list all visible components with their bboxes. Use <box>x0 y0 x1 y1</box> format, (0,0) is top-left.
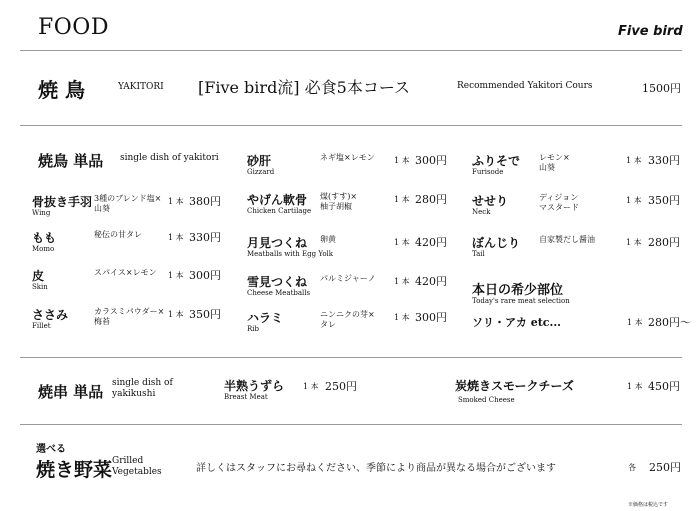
kushi-item-qty: 1 本 <box>627 382 643 391</box>
menu-item-desc: 3種のブレンド塩× 山葵 <box>94 194 162 213</box>
menu-item-price: 420円 <box>415 275 447 288</box>
menu-item-desc: 自家製だし醤油 <box>539 235 595 244</box>
rare-title: 本日の希少部位 <box>472 283 564 298</box>
veg-small-label: 選べる <box>36 444 66 455</box>
menu-item-qty: 1 本 <box>626 196 642 205</box>
menu-item-name: 月見つくね <box>247 236 308 250</box>
menu-item-desc: 秘伝の甘タレ <box>94 230 142 239</box>
menu-item-name: 皮 <box>32 269 45 283</box>
menu-item-name: 砂肝 <box>247 154 272 168</box>
menu-item-desc: ネギ塩×レモン <box>320 153 375 162</box>
menu-item-name: ささみ <box>32 308 69 322</box>
menu-item-en: Neck <box>472 208 491 216</box>
menu-item-price: 330円 <box>189 231 221 244</box>
divider <box>20 424 682 425</box>
menu-item-price: 380円 <box>189 195 221 208</box>
kushi-item-en: Breast Meat <box>224 393 268 401</box>
menu-item-price: 420円 <box>415 236 447 249</box>
kushi-item-qty: 1 本 <box>303 382 319 391</box>
menu-item-price: 280円 <box>648 236 680 249</box>
menu-item-en: Momo <box>32 245 55 253</box>
menu-item-qty: 1 本 <box>394 277 410 286</box>
veg-en: Grilled Vegetables <box>112 456 162 477</box>
kushi-item-name: 半熟うずら <box>224 379 285 393</box>
divider <box>20 50 682 51</box>
menu-item-en: Cheese Meatballs <box>247 289 311 297</box>
menu-item-desc: 煤(すす)× 柚子胡椒 <box>320 192 358 211</box>
kushi-item-name: 炭焼きスモークチーズ <box>455 379 574 393</box>
menu-item-price: 300円 <box>189 269 221 282</box>
menu-item-desc: ニンニクの芽× タレ <box>320 310 375 329</box>
menu-item-en: Skin <box>32 283 48 291</box>
menu-item-price: 350円 <box>648 194 680 207</box>
menu-item-desc: ディジョン マスタード <box>539 193 579 212</box>
divider <box>20 357 682 358</box>
menu-item-name: せせり <box>472 194 509 208</box>
veg-qty: 各 <box>628 463 636 472</box>
rare-qty: 1 本 <box>627 318 643 327</box>
kushi-item-price: 450円 <box>648 380 680 393</box>
rare-price: 280円〜 <box>648 316 691 329</box>
menu-item-name: ふりそで <box>472 154 521 168</box>
menu-item-qty: 1 本 <box>394 156 410 165</box>
menu-item-qty: 1 本 <box>394 238 410 247</box>
menu-item-desc: カラスミパウダー× 梅苔 <box>94 307 165 326</box>
menu-item-desc: レモン× 山葵 <box>539 153 570 172</box>
menu-item-en: Furisode <box>472 168 504 176</box>
menu-item-desc: 卵黄 <box>320 235 336 244</box>
veg-price: 250円 <box>649 461 681 474</box>
menu-item-name: やげん軟骨 <box>247 193 308 207</box>
menu-item-name: ぼんじり <box>472 236 521 250</box>
menu-item-qty: 1 本 <box>394 313 410 322</box>
menu-item-en: Rib <box>247 325 259 333</box>
veg-note: 詳しくはスタッフにお尋ねください、季節により商品が異なる場合がございます <box>196 463 556 474</box>
footnote: ※価格は税込です <box>628 502 669 508</box>
rare-item: ソリ・アカ etc... <box>472 316 561 329</box>
menu-item-en: Gizzard <box>247 168 275 176</box>
menu-item-qty: 1 本 <box>168 197 184 206</box>
menu-item-price: 330円 <box>648 154 680 167</box>
course-name: [Five bird流] 必食5本コース <box>198 78 411 97</box>
menu-item-en: Tail <box>472 250 485 258</box>
rare-en: Today's rare meat selection <box>472 297 570 305</box>
menu-item-name: ハラミ <box>247 311 284 325</box>
course-name-en: Recommended Yakitori Cours <box>457 81 593 91</box>
section-subtitle-yakitori: single dish of yakitori <box>120 153 219 163</box>
menu-item-qty: 1 本 <box>168 233 184 242</box>
menu-item-price: 280円 <box>415 193 447 206</box>
kushi-item-price: 250円 <box>325 380 357 393</box>
menu-item-en: Wing <box>32 209 51 217</box>
menu-item-en: Chicken Cartilage <box>247 207 312 215</box>
page-title: FOOD <box>38 15 109 40</box>
menu-item-price: 300円 <box>415 154 447 167</box>
menu-item-qty: 1 本 <box>626 238 642 247</box>
menu-item-desc: スパイス×レモン <box>94 268 157 277</box>
menu-item-qty: 1 本 <box>626 156 642 165</box>
menu-item-name: 雪見つくね <box>247 275 308 289</box>
section-title-kushi: 焼串 単品 <box>38 383 104 401</box>
menu-item-qty: 1 本 <box>168 271 184 280</box>
section-title-yakitori: 焼鳥 単品 <box>38 152 104 170</box>
section-subtitle-kushi: single dish of yakikushi <box>112 378 173 399</box>
menu-item-price: 300円 <box>415 311 447 324</box>
divider <box>20 125 682 126</box>
menu-item-name: 骨抜き手羽 <box>32 195 93 209</box>
brand-logo: Five bird <box>618 24 683 39</box>
menu-item-qty: 1 本 <box>394 195 410 204</box>
menu-item-en: Meatballs with Egg Yolk <box>247 250 334 258</box>
veg-title: 焼き野菜 <box>36 459 113 481</box>
menu-item-name: もも <box>32 231 57 245</box>
course-jp-title: 焼 鳥 <box>38 78 85 102</box>
kushi-item-en: Smoked Cheese <box>458 396 515 404</box>
menu-item-price: 350円 <box>189 308 221 321</box>
menu-item-qty: 1 本 <box>168 310 184 319</box>
course-price: 1500円 <box>642 82 681 95</box>
menu-item-desc: パルミジャーノ <box>320 274 376 283</box>
course-en-title: YAKITORI <box>118 82 164 92</box>
menu-item-en: Fillet <box>32 322 51 330</box>
